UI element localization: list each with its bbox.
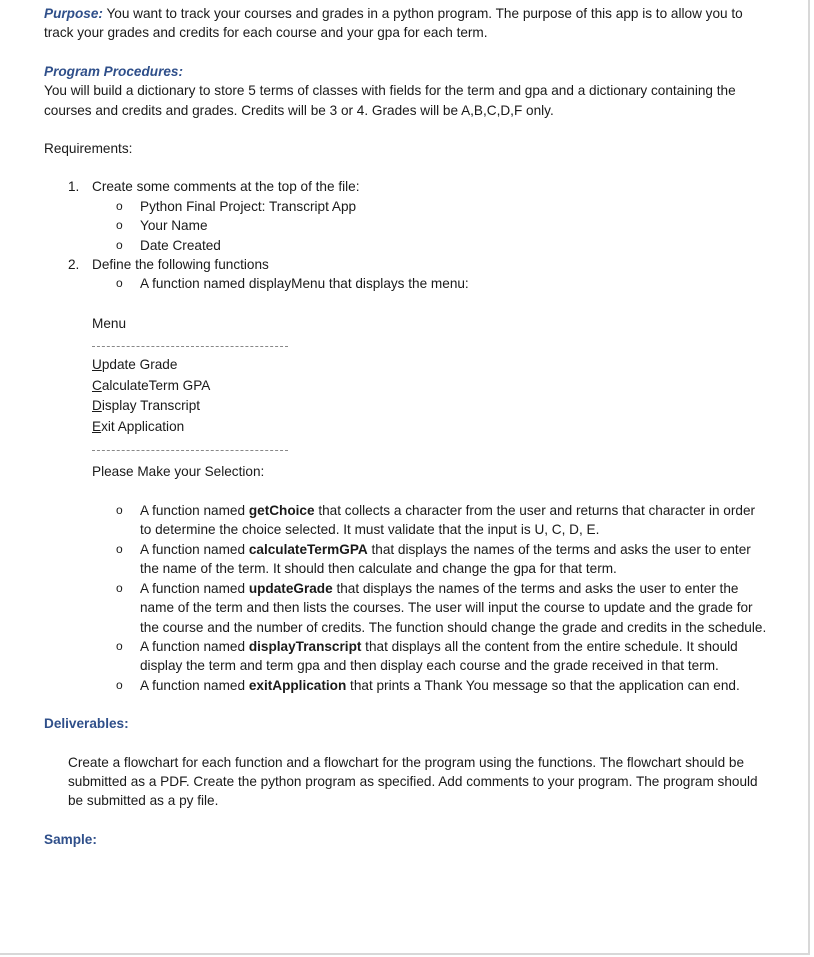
bullet-icon: o	[116, 638, 123, 653]
requirement-item-2	[44, 255, 769, 274]
functions-sublist-start	[44, 274, 769, 293]
document-content	[44, 4, 769, 849]
bullet-icon: o	[116, 541, 123, 556]
purpose-label: Purpose:	[44, 6, 103, 21]
item-number: 1.	[68, 179, 80, 195]
comments-sublist	[44, 197, 769, 255]
menu-sample	[44, 314, 769, 481]
requirements-heading: Requirements:	[44, 141, 133, 157]
requirement-text: Create some comments at the top of the file:	[92, 179, 360, 195]
deliverables-text: Create a flowchart for each function and a flowchart for the program using the functions. The flowchart should be submitted as a PDF. Create the python program as specified. Add comments to your program. The program should be submitted as a py file.	[68, 754, 758, 809]
list-item: o A function named calculateTermGPA that displays the names of the terms and asks the user to enter the name of the term. It should then calculate and change the gpa for that term.	[116, 541, 751, 577]
bullet-icon: o	[116, 580, 123, 595]
functions-sublist	[44, 501, 769, 695]
list-item: o A function named displayMenu that displays the menu:	[44, 274, 769, 293]
list-item: o A function named exitApplication that prints a Thank You message so that the application can end.	[44, 676, 769, 695]
menu-title: Menu	[92, 315, 127, 331]
requirements-list	[44, 177, 769, 196]
menu-item-update: Update Grade	[92, 357, 178, 373]
purpose-text: You want to track your courses and grades in a python program. The purpose of this app is to allow you to track your grades and credits for each course and your gpa for each term.	[44, 6, 743, 41]
list-item: o A function named updateGrade that displays the names of the terms and asks the user to enter the name of the term and then lists the courses. The user will input the course to update and the grade for the course and the number of credits. The function should change the grade and credits in the schedule.	[116, 580, 767, 635]
purpose-paragraph	[44, 4, 769, 43]
menu-item-calculate: CalculateTerm GPA	[92, 377, 211, 393]
bullet-icon: o	[116, 237, 123, 252]
list-item: o A function named displayTranscript that displays all the content from the entire schedule. It should display the term and term gpa and then display each course and the grade received in that term.	[116, 638, 738, 674]
requirement-text: Define the following functions	[92, 257, 269, 273]
deliverables-heading: Deliverables:	[44, 716, 129, 732]
list-item: o Date Created	[44, 236, 769, 255]
bullet-icon: o	[116, 677, 123, 692]
list-item: o Python Final Project: Transcript App	[44, 197, 769, 216]
requirements-list-2	[44, 255, 769, 274]
procedures-text: You will build a dictionary to store 5 terms of classes with fields for the term and gpa and a dictionary containing the courses and credits and grades. Credits will be 3 or 4. Grades will be A,B,C,D,F only.	[44, 83, 736, 118]
item-number: 2.	[68, 257, 80, 273]
list-item: o A function named getChoice that collects a character from the user and returns that character in order to determine the choice selected. It must validate that the input is U, C, D, E.	[116, 503, 756, 538]
menu-prompt: Please Make your Selection:	[92, 463, 265, 479]
procedures-heading: Program Procedures:	[44, 63, 184, 79]
sample-heading: Sample:	[44, 831, 97, 847]
bullet-icon: o	[116, 218, 123, 233]
menu-item-exit: Exit Application	[92, 419, 185, 435]
bullet-icon: o	[116, 276, 123, 291]
bullet-icon: o	[116, 503, 123, 518]
requirement-item-1	[44, 177, 769, 196]
bullet-icon: o	[116, 198, 123, 213]
list-item: o Your Name	[44, 216, 769, 235]
menu-item-display: Display Transcript	[92, 398, 201, 414]
